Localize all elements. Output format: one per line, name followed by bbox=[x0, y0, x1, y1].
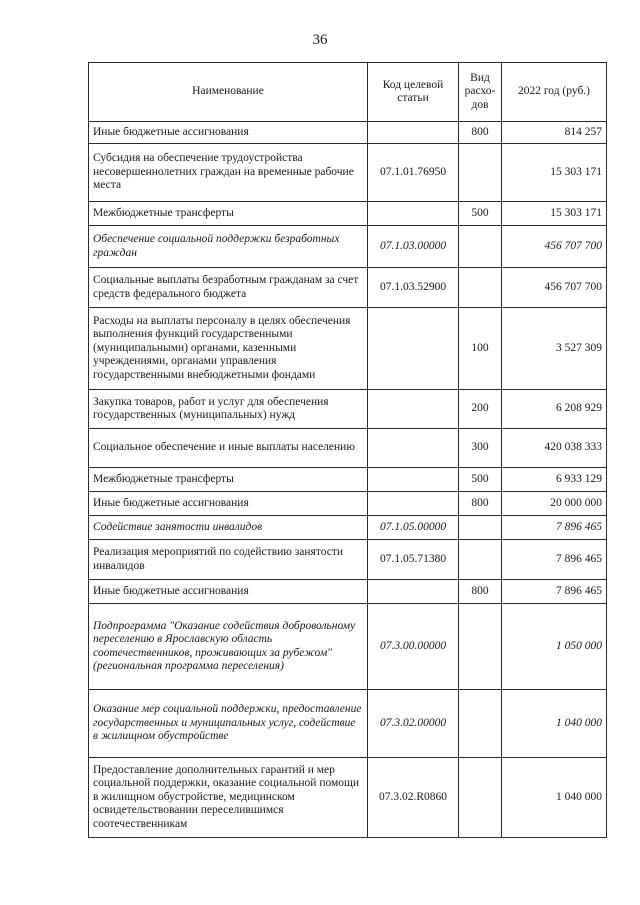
row-kind-cell bbox=[459, 758, 502, 838]
row-name-cell: Межбюджетные трансферты bbox=[89, 202, 368, 226]
row-amount-cell: 15 303 171 bbox=[502, 202, 607, 226]
table-row bbox=[89, 516, 607, 540]
row-code-cell bbox=[368, 202, 459, 226]
row-name-cell: Предоставление дополнительных гарантий и мер социальной поддержки, оказание социальной помощи в жилищном обустройстве, медицинском освидетельствовании переселившимся соотечественникам bbox=[89, 758, 368, 838]
row-kind-cell bbox=[459, 144, 502, 202]
row-amount-cell: 6 208 929 bbox=[502, 390, 607, 429]
table-row bbox=[89, 492, 607, 516]
row-name-cell: Иные бюджетные ассигнования bbox=[89, 122, 368, 144]
row-name-cell: Закупка товаров, работ и услуг для обеспечения государственных (муниципальных) нужд bbox=[89, 390, 368, 429]
table-row bbox=[89, 144, 607, 202]
row-amount-cell: 1 050 000 bbox=[502, 604, 607, 690]
header-name: Наименование bbox=[89, 63, 368, 122]
table-body bbox=[89, 122, 607, 838]
row-name-cell: Иные бюджетные ассигнования bbox=[89, 580, 368, 604]
row-name-cell: Оказание мер социальной поддержки, предоставление государственных и муниципальных услуг, содействие в жилищном обустройстве bbox=[89, 690, 368, 758]
row-code-cell: 07.1.03.52900 bbox=[368, 268, 459, 308]
row-kind-cell: 200 bbox=[459, 390, 502, 429]
row-amount-cell: 7 896 465 bbox=[502, 540, 607, 580]
row-code-cell bbox=[368, 390, 459, 429]
table-row bbox=[89, 122, 607, 144]
row-name-cell: Иные бюджетные ассигнования bbox=[89, 492, 368, 516]
row-code-cell bbox=[368, 492, 459, 516]
row-kind-cell bbox=[459, 226, 502, 268]
row-code-cell bbox=[368, 468, 459, 492]
row-name-cell: Расходы на выплаты персоналу в целях обеспечения выполнения функций государственными (муниципальными) органами, казенными учреждениями, органами управления государственными внебюджетными фондами bbox=[89, 308, 368, 390]
row-amount-cell: 7 896 465 bbox=[502, 516, 607, 540]
row-name-cell: Реализация мероприятий по содействию занятости инвалидов bbox=[89, 540, 368, 580]
row-kind-cell: 300 bbox=[459, 429, 502, 468]
row-kind-cell: 800 bbox=[459, 492, 502, 516]
row-name-cell: Социальное обеспечение и иные выплаты населению bbox=[89, 429, 368, 468]
row-kind-cell bbox=[459, 690, 502, 758]
table-header-row bbox=[89, 63, 607, 122]
table-row bbox=[89, 226, 607, 268]
row-kind-cell: 100 bbox=[459, 308, 502, 390]
row-code-cell: 07.1.05.00000 bbox=[368, 516, 459, 540]
row-kind-cell: 800 bbox=[459, 580, 502, 604]
row-kind-cell: 500 bbox=[459, 468, 502, 492]
row-amount-cell: 3 527 309 bbox=[502, 308, 607, 390]
row-code-cell bbox=[368, 308, 459, 390]
table-row bbox=[89, 604, 607, 690]
row-code-cell: 07.1.03.00000 bbox=[368, 226, 459, 268]
table-row bbox=[89, 468, 607, 492]
row-amount-cell: 1 040 000 bbox=[502, 758, 607, 838]
table-row bbox=[89, 540, 607, 580]
table-row bbox=[89, 202, 607, 226]
row-code-cell: 07.1.05.71380 bbox=[368, 540, 459, 580]
row-name-cell: Содействие занятости инвалидов bbox=[89, 516, 368, 540]
row-code-cell bbox=[368, 122, 459, 144]
row-name-cell: Межбюджетные трансферты bbox=[89, 468, 368, 492]
row-kind-cell bbox=[459, 604, 502, 690]
row-code-cell bbox=[368, 580, 459, 604]
row-name-cell: Обеспечение социальной поддержки безработных граждан bbox=[89, 226, 368, 268]
row-kind-cell: 800 bbox=[459, 122, 502, 144]
row-amount-cell: 15 303 171 bbox=[502, 144, 607, 202]
budget-table bbox=[88, 62, 607, 838]
row-amount-cell: 7 896 465 bbox=[502, 580, 607, 604]
row-code-cell bbox=[368, 429, 459, 468]
row-code-cell: 07.3.02.00000 bbox=[368, 690, 459, 758]
table-row bbox=[89, 690, 607, 758]
row-amount-cell: 6 933 129 bbox=[502, 468, 607, 492]
row-kind-cell: 500 bbox=[459, 202, 502, 226]
row-amount-cell: 420 038 333 bbox=[502, 429, 607, 468]
row-kind-cell bbox=[459, 516, 502, 540]
header-expense-kind: Вид расхо-дов bbox=[459, 63, 502, 122]
row-kind-cell bbox=[459, 540, 502, 580]
table-row bbox=[89, 308, 607, 390]
header-target-code: Код целевой статьи bbox=[368, 63, 459, 122]
row-amount-cell: 1 040 000 bbox=[502, 690, 607, 758]
row-amount-cell: 814 257 bbox=[502, 122, 607, 144]
table-row bbox=[89, 758, 607, 838]
table-row bbox=[89, 580, 607, 604]
row-amount-cell: 20 000 000 bbox=[502, 492, 607, 516]
row-name-cell: Подпрограмма "Оказание содействия добровольному переселению в Ярославскую область соотечественников, проживающих за рубежом" (региональная программа переселения) bbox=[89, 604, 368, 690]
row-code-cell: 07.3.02.R0860 bbox=[368, 758, 459, 838]
row-code-cell: 07.3.00.00000 bbox=[368, 604, 459, 690]
row-kind-cell bbox=[459, 268, 502, 308]
row-amount-cell: 456 707 700 bbox=[502, 268, 607, 308]
header-amount-2022: 2022 год (руб.) bbox=[502, 63, 607, 122]
table-row bbox=[89, 390, 607, 429]
row-code-cell: 07.1.01.76950 bbox=[368, 144, 459, 202]
row-name-cell: Субсидия на обеспечение трудоустройства несовершеннолетних граждан на временные рабочие места bbox=[89, 144, 368, 202]
row-amount-cell: 456 707 700 bbox=[502, 226, 607, 268]
table-row bbox=[89, 268, 607, 308]
row-name-cell: Социальные выплаты безработным гражданам за счет средств федерального бюджета bbox=[89, 268, 368, 308]
page-number: 36 bbox=[312, 32, 328, 48]
table-row bbox=[89, 429, 607, 468]
